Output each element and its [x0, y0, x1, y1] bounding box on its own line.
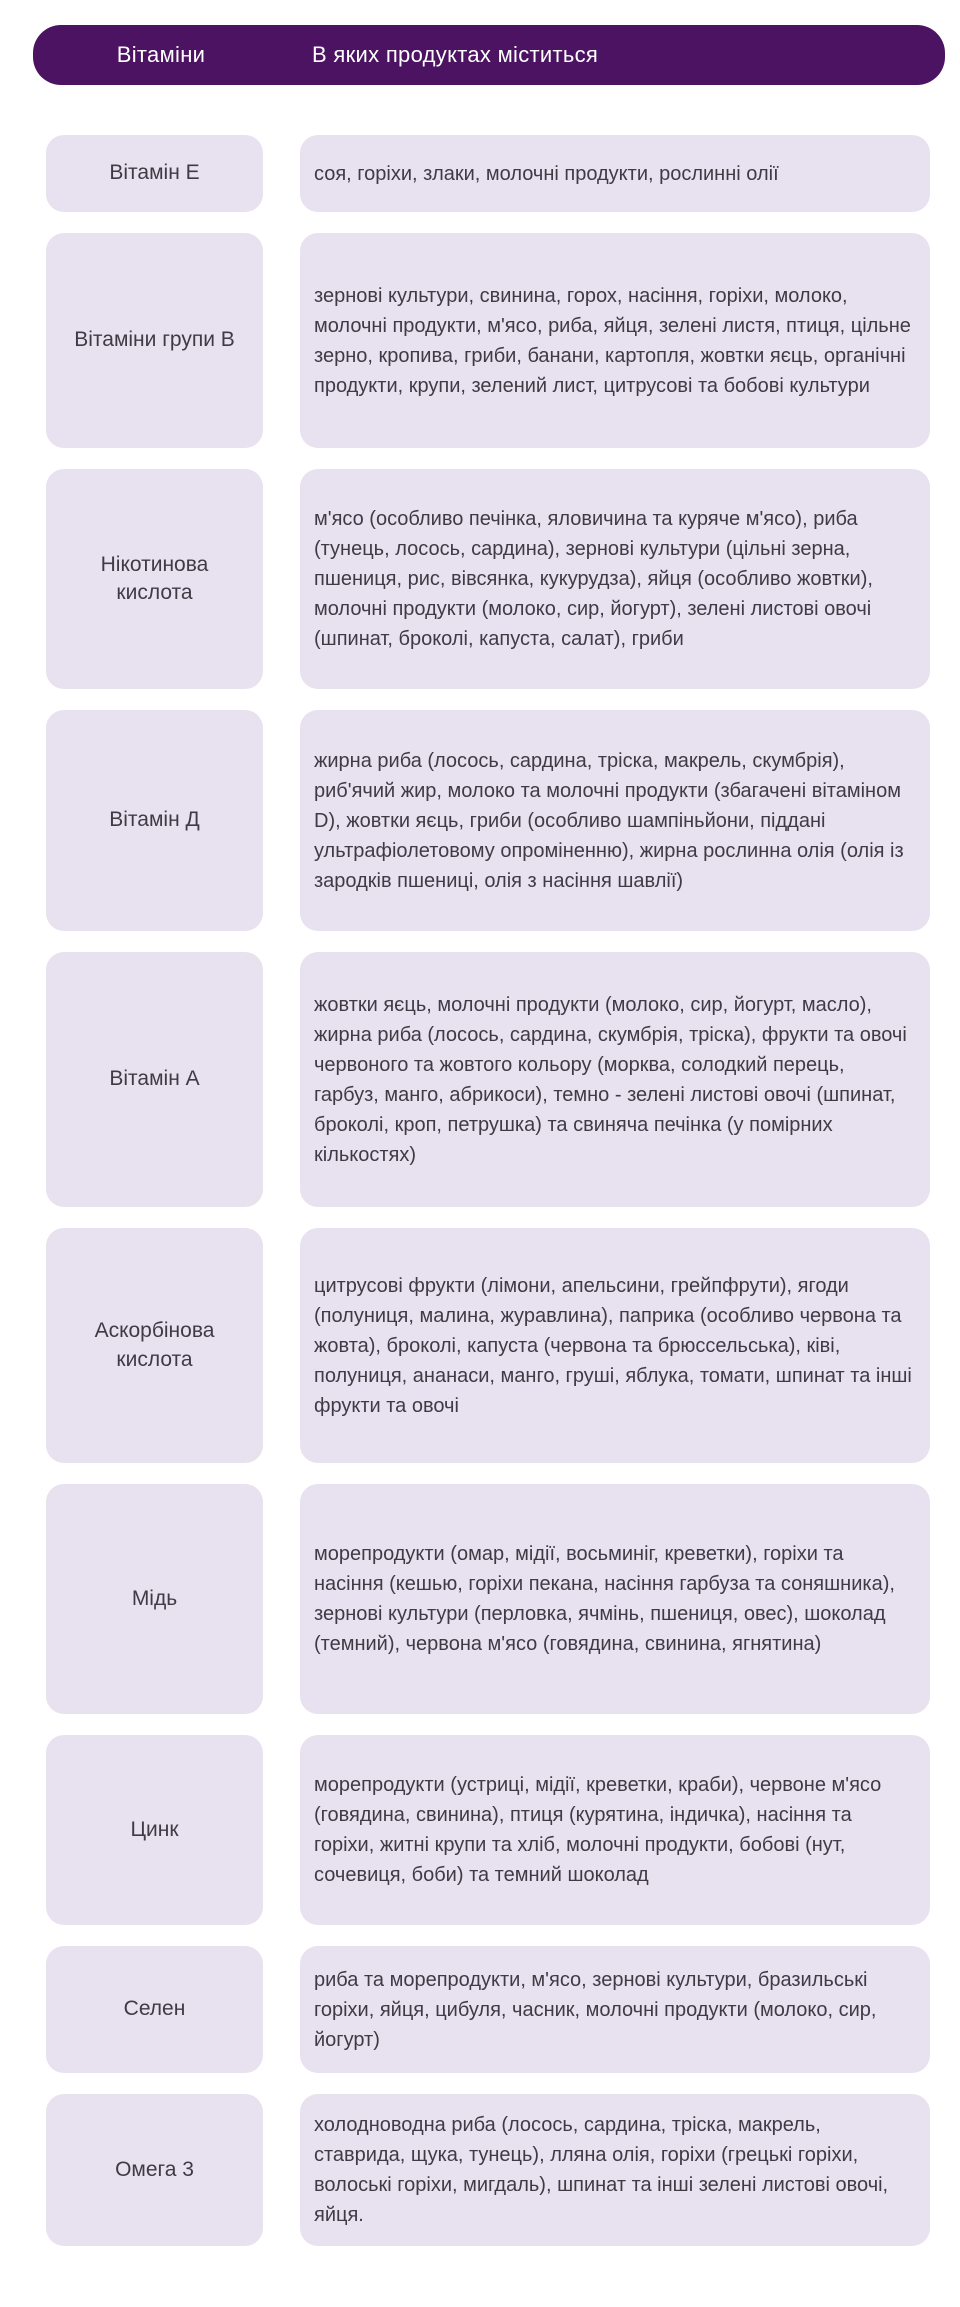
products-cell: холодноводна риба (лосось, сардина, тріска, макрель, ставрида, щука, тунець), лляна олія, горіхи (грецькі горіхи, волоські горіхи, мигдаль), шпинат та інші зелені листові овочі, яйця.	[300, 2094, 930, 2246]
products-cell: жирна риба (лосось, сардина, тріска, макрель, скумбрія), риб'ячий жир, молоко та молочні продукти (збагачені вітаміном D), жовтки яєць, гриби (особливо шампіньйони, піддані ультрафіолетовому опроміненню), жирна рослинна олія (олія із зародків пшениці, олія з насіння шавлії)	[300, 710, 930, 931]
table-header-bar	[33, 25, 945, 85]
vitamin-name-cell: Аскорбінова кислота	[46, 1228, 263, 1463]
vitamin-name-cell: Вітаміни групи В	[46, 233, 263, 448]
products-cell: зернові культури, свинина, горох, насіння, горіхи, молоко, молочні продукти, м'ясо, риба, яйця, зелені листя, птиця, цільне зерно, кропива, гриби, банани, картопля, жовтки яєць, органічні продукти, крупи, зелений лист, цитрусові та бобові культури	[300, 233, 930, 448]
table-row	[46, 952, 960, 1207]
products-cell: жовтки яєць, молочні продукти (молоко, сир, йогурт, масло), жирна риба (лосось, сардина, скумбрія, тріска), фрукти та овочі червоного та жовтого кольору (морква, солодкий перець, гарбуз, манго, абрикоси), темно - зелені листові овочі (шпинат, броколі, кроп, петрушка) та свиняча печінка (у помірних кількостях)	[300, 952, 930, 1207]
products-cell: цитрусові фрукти (лімони, апельсини, грейпфрути), ягоди (полуниця, малина, журавлина), паприка (особливо червона та жовта), броколі, капуста (червона та брюссельська), ківі, полуниця, ананаси, манго, груші, яблука, томати, шпинат та інші фрукти та овочі	[300, 1228, 930, 1463]
table-row	[46, 135, 960, 212]
vitamin-name-cell: Нікотинова кислота	[46, 469, 263, 689]
table-row	[46, 1735, 960, 1925]
table-row	[46, 1946, 960, 2073]
table-row	[46, 1484, 960, 1714]
header-column-products: В яких продуктах міститься	[312, 42, 599, 67]
table-row	[46, 2094, 960, 2246]
vitamin-name-cell: Вітамін Е	[46, 135, 263, 212]
products-cell: морепродукти (устриці, мідії, креветки, краби), червоне м'ясо (говядина, свинина), птиця (курятина, індичка), насіння та горіхи, житні крупи та хліб, молочні продукти, бобові (нут, сочевиця, боби) та темний шоколад	[300, 1735, 930, 1925]
vitamin-name-cell: Вітамін Д	[46, 710, 263, 931]
table-row	[46, 710, 960, 931]
products-cell: морепродукти (омар, мідії, восьминіг, креветки), горіхи та насіння (кешью, горіхи пекана, насіння гарбуза та соняшника), зернові культури (перловка, ячмінь, пшениця, овес), шоколад (темний), червона м'ясо (говядина, свинина, ягнятина)	[300, 1484, 930, 1714]
vitamin-name-cell: Селен	[46, 1946, 263, 2073]
table-row	[46, 233, 960, 448]
header-column-vitamins: Вітаміни	[116, 42, 206, 67]
products-cell: соя, горіхи, злаки, молочні продукти, рослинні олії	[300, 135, 930, 212]
products-cell: риба та морепродукти, м'ясо, зернові культури, бразильські горіхи, яйця, цибуля, часник, молочні продукти (молоко, сир, йогурт)	[300, 1946, 930, 2073]
vitamin-name-cell: Цинк	[46, 1735, 263, 1925]
table-row	[46, 469, 960, 689]
vitamin-name-cell: Мідь	[46, 1484, 263, 1714]
products-cell: м'ясо (особливо печінка, яловичина та куряче м'ясо), риба (тунець, лосось, сардина), зернові культури (цільні зерна, пшениця, рис, вівсянка, кукурудза), яйця (особливо жовтки), молочні продукти (молоко, сир, йогурт), зелені листові овочі (шпинат, броколі, капуста, салат), гриби	[300, 469, 930, 689]
vitamin-name-cell: Вітамін А	[46, 952, 263, 1207]
vitamin-name-cell: Омега 3	[46, 2094, 263, 2246]
table-row	[46, 1228, 960, 1463]
